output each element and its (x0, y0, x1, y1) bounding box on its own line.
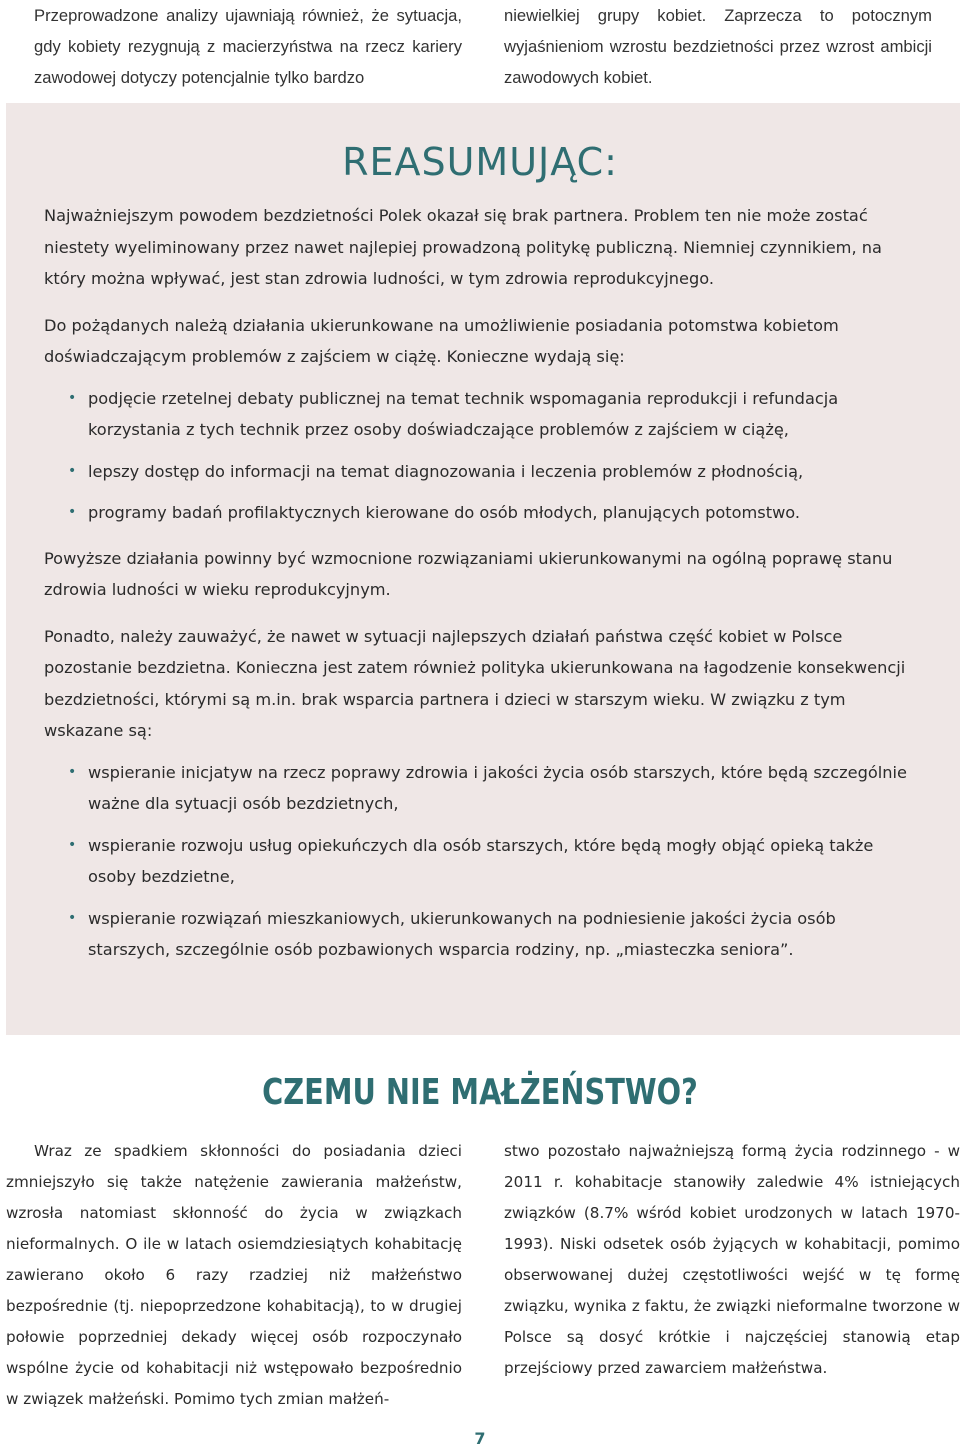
bullet-icon: • (68, 389, 77, 406)
consequences-list (44, 757, 916, 966)
top-left-column (34, 0, 462, 93)
bottom-left-paragraph: Wraz ze spadkiem skłonności do posiadania dzieci zmniejszyło się także natężenie zawierania małżeństw, wzrosła natomiast skłonność do życia w związkach nieformalnych. O ile w latach osiemdziesiątych kohabitację zawierano około 6 razy rzadziej niż małżeństwo bezpośrednie (tj. niepoprzedzone kohabitacją), to w drugiej połowie poprzedniej dekady więcej osób rozpoczynało wspólne życie od kohabitacji niż wstępowało bezpośrednio w związek małżeński. Pomimo tych zmian małżeń- (6, 1142, 462, 1408)
summary-body (44, 200, 916, 976)
top-left-paragraph: Przeprowadzone analizy ujawniają również, że sytuacja, gdy kobiety rezygnują z macierzyństwa na rzecz kariery zawodowej dotyczy potencjalnie tylko bardzo (34, 6, 462, 87)
list-item-text: wspieranie rozwoju usług opiekuńczych dla osób starszych, które będą mogły objąć opieką także osoby bezdzietne, (88, 835, 874, 886)
bullet-icon: • (68, 909, 77, 926)
section-title: CZEMU NIE MAŁŻEŃSTWO? (262, 1072, 698, 1113)
list-item-text: podjęcie rzetelnej debaty publicznej na temat technik wspomagania reprodukcji i refundacja korzystania z tych technik przez osoby doświadczające problemów z zajściem w ciążę, (88, 388, 839, 439)
summary-paragraph: Do pożądanych należą działania ukierunkowane na umożliwienie posiadania potomstwa kobietom doświadczającym problemów z zajściem w ciążę. Konieczne wydają się: (44, 315, 839, 366)
top-right-column (504, 0, 932, 93)
bullet-icon: • (68, 462, 77, 479)
bullet-icon: • (68, 763, 77, 780)
list-item-text: wspieranie inicjatyw na rzecz poprawy zdrowia i jakości życia osób starszych, które będą szczególnie ważne dla sytuacji osób bezdzietnych, (88, 762, 908, 813)
bullet-icon: • (68, 836, 77, 853)
bullet-icon: • (68, 504, 77, 520)
bottom-right-column (504, 1136, 960, 1384)
summary-title: REASUMUJĄC: (342, 140, 618, 184)
page-number: 7 (474, 1429, 486, 1448)
summary-paragraph: Najważniejszym powodem bezdzietności Polek okazał się brak partnera. Problem ten nie może zostać niestety wyeliminowany przez nawet najlepiej prowadzoną politykę publiczną. Niemniej czynnikiem, na który można wpływać, jest stan zdrowia ludności, w tym zdrowia reprodukcyjnego. (44, 206, 882, 288)
list-item-text: programy badań profilaktycznych kierowane do osób młodych, planujących potomstwo. (88, 503, 801, 522)
summary-paragraph: Ponadto, należy zauważyć, że nawet w sytuacji najlepszych działań państwa część kobiet w Polsce pozostanie bezdzietna. Konieczna jest zatem również polityka ukierunkowana na łagodzenie konsekwencji bezdzietności, którymi są m.in. brak wsparcia partnera i dzieci w starszym wieku. W związku z tym wskazane są: (44, 626, 906, 740)
list-item (44, 757, 916, 820)
list-item (44, 830, 916, 893)
recommendations-list (44, 383, 916, 529)
bottom-right-paragraph: stwo pozostało najważniejszą formą życia rodzinnego - w 2011 r. kohabitacje stanowiły zaledwie 4% istniejących związków (8.7% wśród kobiet urodzonych w latach 1970-1993). Niski odsetek osób żyjących w kohabitacji, pomimo obserwowanej dużej częstotliwości wejść w tę formę związku, wynika z faktu, że związki nieformalne tworzone w Polsce są dosyć krótkie i najczęściej stanowią etap przejściowy przed zawarciem małżeństwa. (504, 1142, 960, 1377)
top-right-paragraph: niewielkiej grupy kobiet. Zaprzecza to potocznym wyjaśnieniom wzrostu bezdzietności przez wzrost ambicji zawodowych kobiet. (504, 6, 932, 87)
list-item (44, 383, 916, 446)
list-item-text: wspieranie rozwiązań mieszkaniowych, ukierunkowanych na podniesienie jakości życia osób starszych, szczególnie osób pozbawionych wsparcia rodziny, np. „miasteczka seniora”. (88, 908, 836, 959)
bottom-left-column (6, 1136, 462, 1415)
list-item (44, 456, 916, 488)
list-item (44, 903, 916, 966)
list-item (44, 497, 916, 529)
list-item-text: lepszy dostęp do informacji na temat diagnozowania i leczenia problemów z płodnością, (88, 461, 804, 481)
summary-paragraph: Powyższe działania powinny być wzmocnione rozwiązaniami ukierunkowanymi na ogólną poprawę stanu zdrowia ludności w wieku reprodukcyjnym. (44, 548, 893, 599)
